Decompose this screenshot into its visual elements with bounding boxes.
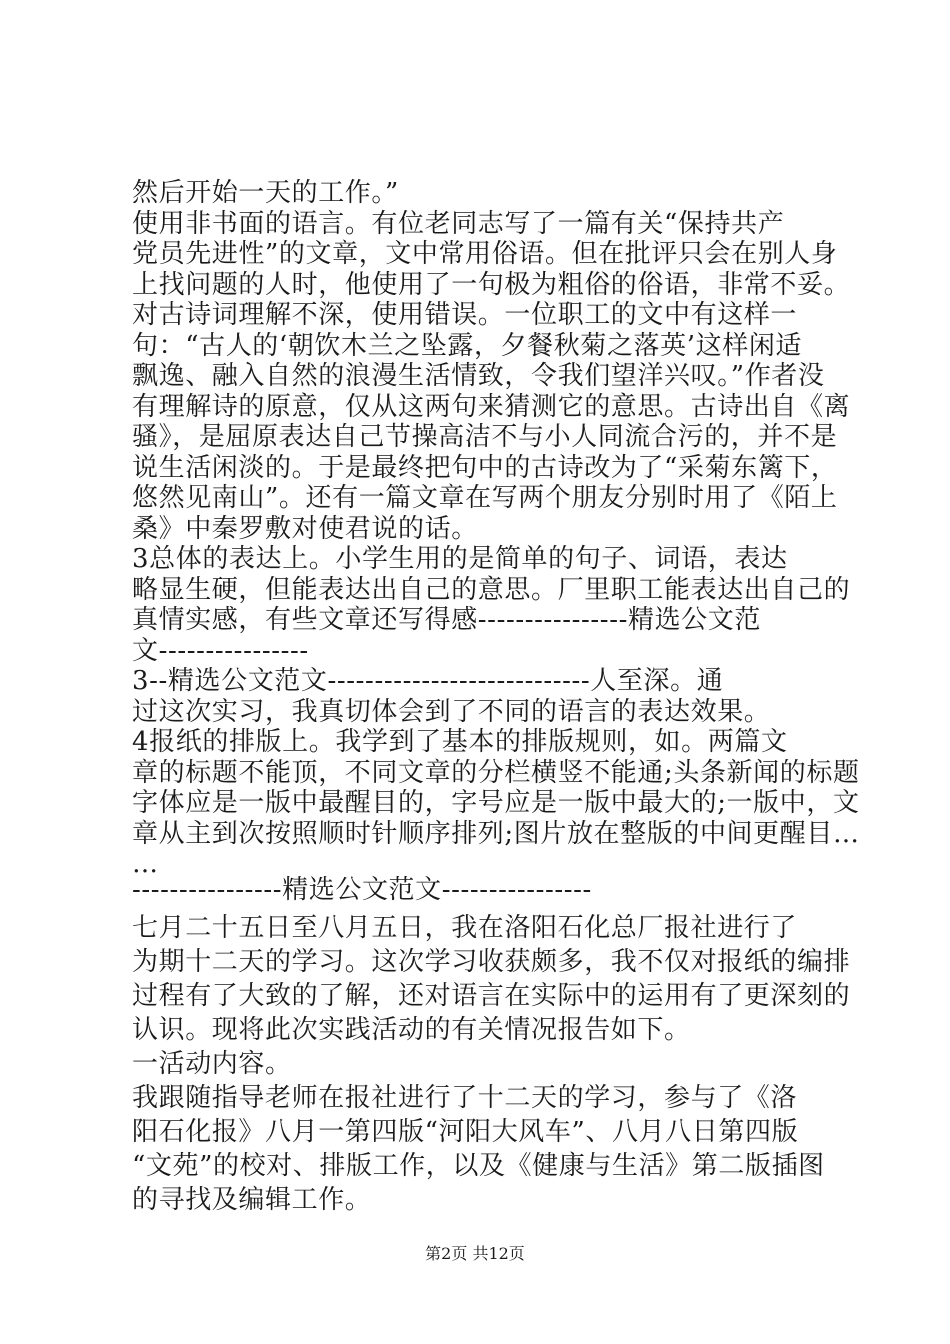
page-number-footer: 第2页 共12页: [425, 1244, 525, 1263]
body-text-line: 骚》，是屈原表达自己节操高洁不与小人同流合污的，并不是: [132, 422, 838, 452]
body-text-line: 的寻找及编辑工作。: [132, 1185, 372, 1215]
body-text-line: …: [132, 849, 159, 879]
body-text-line: 有理解诗的原意，仅从这两句来猜测它的意思。古诗出自《离: [132, 392, 851, 422]
body-text-line: 4报纸的排版上。我学到了基本的排版规则，如。两篇文: [132, 727, 788, 757]
body-text-line: 文----------------: [132, 636, 309, 666]
body-text-line: 说生活闲淡的。于是最终把句中的古诗改为了“采菊东篱下，: [132, 453, 838, 483]
body-text-line: 为期十二天的学习。这次学习收获颇多，我不仅对报纸的编排: [132, 947, 851, 977]
body-text-line: 悠然见南山”。还有一篇文章在写两个朋友分别时用了《陌上: [132, 483, 838, 513]
body-text-line: 然后开始一天的工作。”: [132, 178, 399, 208]
body-text-line: 略显生硬，但能表达出自己的意思。厂里职工能表达出自己的: [132, 575, 851, 605]
body-text-line: 飘逸、融入自然的浪漫生活情致，令我们望洋兴叹。”作者没: [132, 361, 825, 391]
body-text-line: 3总体的表达上。小学生用的是简单的句子、词语，表达: [132, 544, 788, 574]
body-text-line: 字体应是一版中最醒目的，字号应是一版中最大的;一版中，文: [132, 788, 860, 818]
body-text-line: 章从主到次按照顺时针顺序排列;图片放在整版的中间更醒目…: [132, 819, 860, 849]
body-text-line: 七月二十五日至八月五日，我在洛阳石化总厂报社进行了: [132, 913, 798, 943]
body-text-line: 阳石化报》八月一第四版“河阳大风车”、八月八日第四版: [132, 1117, 799, 1147]
body-text-line: 认识。现将此次实践活动的有关情况报告如下。: [132, 1015, 691, 1045]
section-divider-line: ----------------精选公文范文----------------: [132, 875, 592, 905]
body-text-line: “文苑”的校对、排版工作，以及《健康与生活》第二版插图: [132, 1151, 825, 1181]
section-heading: 一活动内容。: [132, 1049, 292, 1079]
body-text-line: 我跟随指导老师在报社进行了十二天的学习，参与了《洛: [132, 1083, 798, 1113]
body-text-line: 句：“古人的‘朝饮木兰之坠露，夕餐秋菊之落英’这样闲适: [132, 331, 803, 361]
body-text-line: 对古诗词理解不深，使用错误。一位职工的文中有这样一: [132, 300, 798, 330]
body-text-line: 3--精选公文范文----------------------------人至深。通: [132, 666, 724, 696]
body-text-line: 过这次实习，我真切体会到了不同的语言的表达效果。: [132, 697, 771, 727]
body-text-line: 过程有了大致的了解，还对语言在实际中的运用有了更深刻的: [132, 981, 851, 1011]
body-text-line: 使用非书面的语言。有位老同志写了一篇有关“保持共产: [132, 209, 785, 239]
body-text-line: 章的标题不能顶，不同文章的分栏横竖不能通;头条新闻的标题: [132, 758, 860, 788]
body-text-line: 党员先进性”的文章，文中常用俗语。但在批评只会在别人身: [132, 239, 838, 269]
body-text-line: 真情实感，有些文章还写得感----------------精选公文范: [132, 605, 761, 635]
body-text-line: 桑》中秦罗敷对使君说的话。: [132, 514, 478, 544]
body-text-line: 上找问题的人时，他使用了一句极为粗俗的俗语，非常不妥。: [132, 270, 851, 300]
